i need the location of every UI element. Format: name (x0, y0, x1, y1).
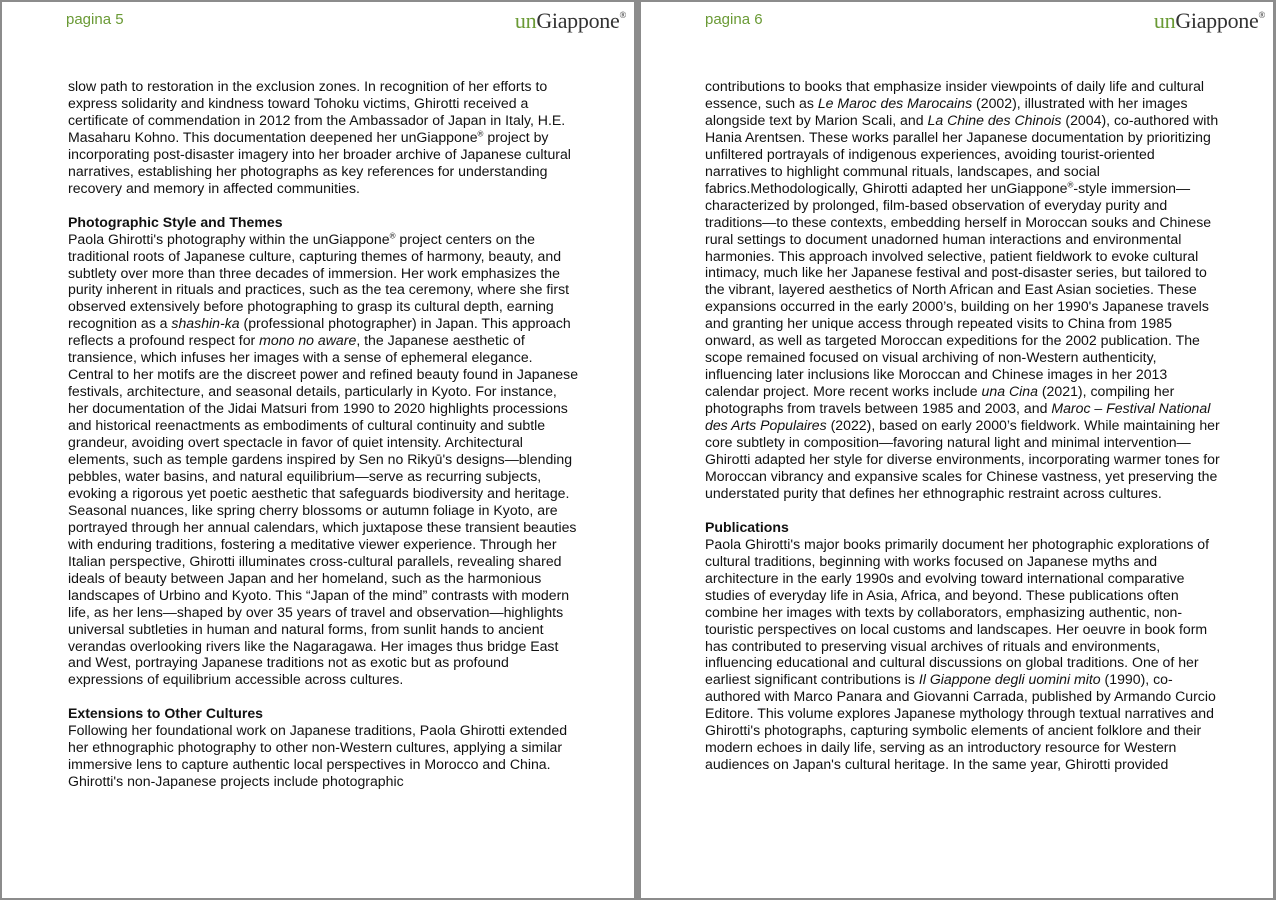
paragraph: slow path to restoration in the exclusion zones. In recognition of her efforts to express solidarity and kindness toward Tohoku victims, Ghirotti received a certificate of commendation in 2012 from the Ambassador of Japan in Italy, H.E. Masaharu Kohno. This documentation deepened her unGiappone® project by incorporating post-disaster imagery into her broader archive of Japanese cultural narratives, establishing her photographs as key references for understanding recovery and memory in affected communities. (68, 78, 571, 196)
paragraph: Paola Ghirotti's major books primarily document her photographic explorations of cultural traditions, beginning with works focused on Japanese myths and architecture in the early 1990s and evolving toward international comparative studies of everyday life in Asia, Africa, and beyond. These publications often combine her images with texts by collaborators, emphasizing authentic, non-touristic perspectives on local customs and landscapes. Her oeuvre in book form has contributed to preserving visual archives of rituals and environments, influencing educational and cultural discussions on global traditions. One of her earliest significant contributions is Il Giappone degli uomini mito (1990), co-authored with Marco Panara and Giovanni Carrada, published by Armando Curcio Editore. This volume explores Japanese mythology through textual narratives and Ghirotti's photographs, capturing symbolic elements of ancient folklore and their modern echoes in daily life, serving as an introductory resource for Western audiences on Japan's cultural heritage. In the same year, Ghirotti provided (705, 535, 1216, 773)
paragraph: contributions to books that emphasize insider viewpoints of daily life and cultural essence, such as Le Maroc des Marocains (2002), illustrated with her images alongside text by Marion Scali, and La Chine des Chinois (2004), co-authored with Hania Arentsen. These works parallel her Japanese documentation by prioritizing unfiltered portrayals of indigenous experiences, avoiding tourist-oriented narratives to highlight communal rituals, landscapes, and social fabrics.Methodologically, Ghirotti adapted her unGiappone®-style immersion—characterized by prolonged, film-based observation of everyday purity and traditions—to these contexts, embedding herself in Moroccan souks and Chinese rural settings to document unadorned human interactions and environmental harmonies. This approach involved selective, patient fieldwork to evoke cultural intimacy, much like her Japanese festival and post-disaster series, but tailored to the vibrant, layered aesthetics of North African and East Asian societies. These expansions occurred in the early 2000’s, building on her 1990's Japanese travels and granting her unique access through repeated visits to China from 1985 onward, as well as targeted Moroccan expeditions for the 2002 publication. The scope remained focused on visual archiving of non-Western authenticity, influencing later inclusions like Moroccan and Chinese images in her 2013 calendar project. More recent works include una Cina (2021), compiling her photographs from travels between 1985 and 2003, and Maroc – Festival National des Arts Populaires (2022), based on early 2000’s fieldwork. While maintaining her core subtlety in composition—favoring natural light and minimal intervention—Ghirotti adapted her style for diverse environments, incorporating warmer tones for Moroccan vibrancy and expansive scales for Chinese vastness, yet preserving the understated purity that defines her ethnographic restraint across cultures. (705, 78, 1220, 501)
section-heading: Photographic Style and Themes (68, 213, 283, 230)
page-left (2, 2, 634, 898)
brand-logo: unGiappone® (514, 8, 626, 33)
page-number: pagina 6 (705, 11, 763, 28)
section-heading: Extensions to Other Cultures (68, 705, 263, 722)
brand-logo: unGiappone® (1153, 8, 1265, 33)
page-right (641, 2, 1273, 898)
paragraph: Paola Ghirotti's photography within the unGiappone® project centers on the traditional roots of Japanese culture, capturing themes of harmony, beauty, and subtlety over more than three decades of immersion. Her work emphasizes the purity inherent in rituals and practices, such as the tea ceremony, where she first observed extensively before photographing to grasp its cultural depth, earning recognition as a shashin-ka (professional photographer) in Japan. This approach reflects a profound respect for mono no aware, the Japanese aesthetic of transience, which infuses her images with a sense of ephemeral elegance. Central to her motifs are the discreet power and refined beauty found in Japanese festivals, architecture, and seasonal details, particularly in Kyoto. For instance, her documentation of the Jidai Matsuri from 1990 to 2020 highlights processions and historical reenactments as embodiments of cultural continuity and subtle grandeur, avoiding overt spectacle in favor of quiet intensity. Architectural elements, such as temple gardens inspired by Sen no Rikyū's designs—blending pebbles, water basins, and natural equilibrium—serve as recurring subjects, evoking a rigorous yet poetic aesthetic that safeguards biodiversity and heritage. Seasonal nuances, like spring cherry blossoms or autumn foliage in Kyoto, are portrayed through her annual calendars, which juxtapose these transient beauties with enduring traditions, fostering a meditative viewer experience. Through her Italian perspective, Ghirotti illuminates cross-cultural parallels, revealing shared ideals of beauty between Japan and her homeland, such as the harmonious landscapes of Urbino and Kyoto. This “Japan of the mind” contrasts with modern life, as her lens—shaped by over 35 years of travel and observation—highlights universal subtleties in human and natural forms, from sunlit hands to ancient verandas overlooking rivers like the Nagaragawa. Her images thus bridge East and West, portraying Japanese traditions not as exotic but as profound expressions of equilibrium accessible across cultures. (68, 230, 579, 688)
section-heading: Publications (705, 518, 789, 535)
page-number: pagina 5 (66, 11, 124, 28)
paragraph: Following her foundational work on Japanese traditions, Paola Ghirotti extended her ethnographic photography to other non-Western cultures, applying a similar immersive lens to capture authentic local perspectives in Morocco and China. Ghirotti's non-Japanese projects include photographic (68, 722, 568, 790)
page-body (705, 78, 1220, 773)
page-body (68, 78, 580, 790)
